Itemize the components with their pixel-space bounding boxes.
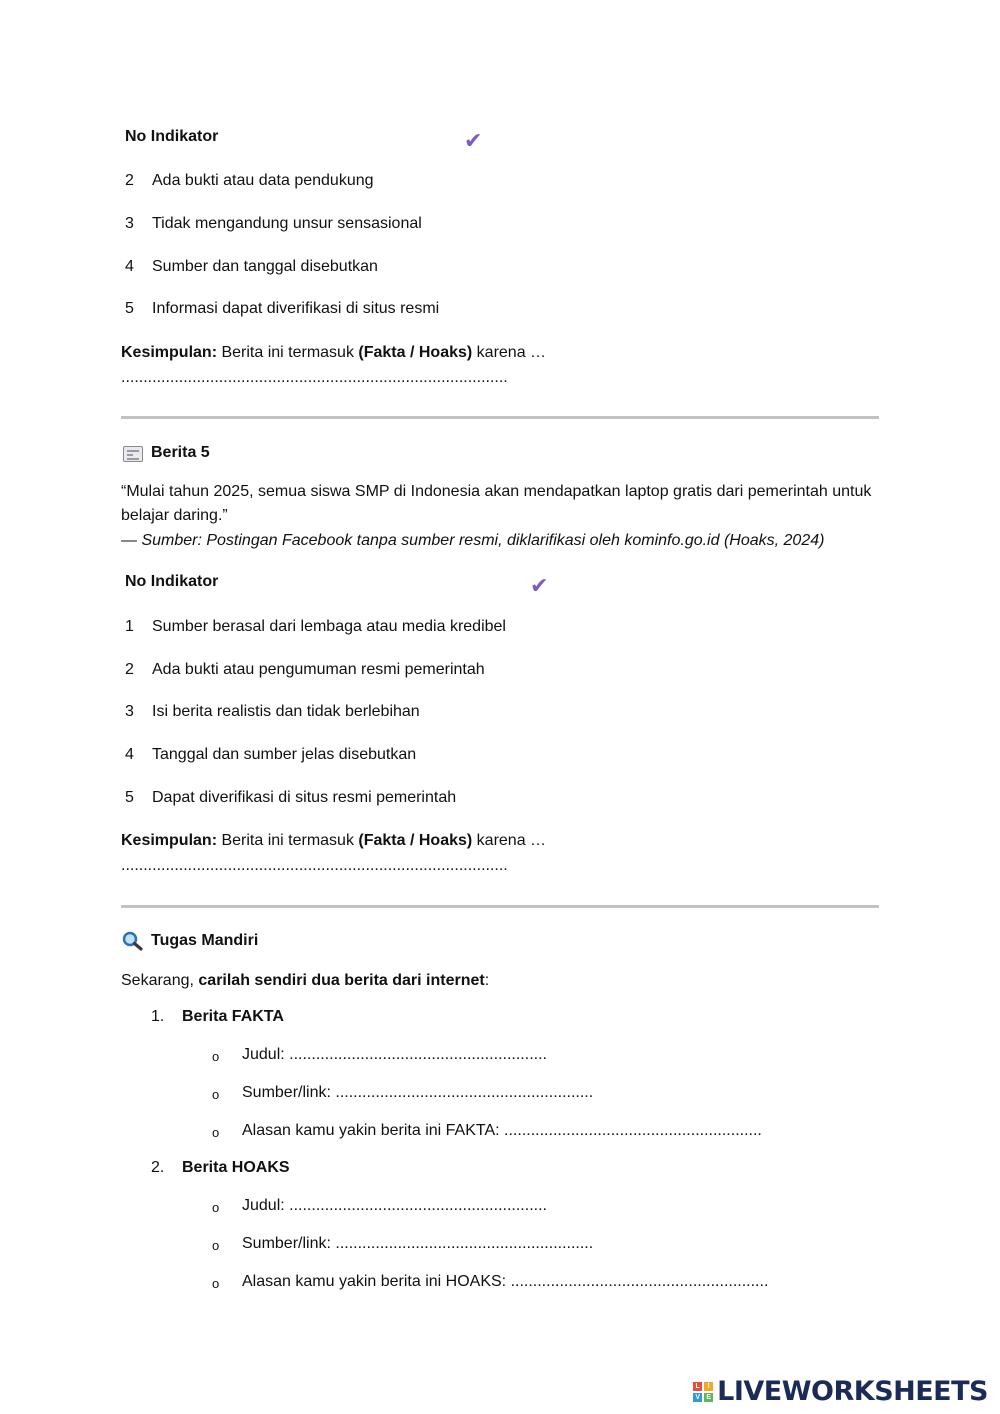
bullet: o (212, 1200, 220, 1215)
conclusion-text: Berita ini termasuk (217, 832, 359, 849)
indicator-text: Ada bukti atau pengumuman resmi pemerintah (152, 661, 485, 678)
task-intro-prefix: Sekarang, (121, 972, 199, 989)
checkmark-icon: ✔ (530, 573, 549, 598)
task-intro-bold: carilah sendiri dua berita dari internet (198, 972, 485, 989)
task-field-alasan[interactable]: Alasan kamu yakin berita ini FAKTA: .......................................................... (242, 1122, 762, 1139)
conclusion-choice: (Fakta / Hoaks) (358, 344, 473, 361)
conclusion-label: Kesimpulan: (121, 344, 218, 361)
logo-tile: L (693, 1382, 702, 1391)
indicator-text: Sumber dan tanggal disebutkan (152, 258, 378, 275)
task-intro-suffix: : (484, 972, 490, 989)
conclusion-label: Kesimpulan: (121, 832, 218, 849)
conclusion-text: Berita ini termasuk (217, 344, 359, 361)
conclusion-choice: (Fakta / Hoaks) (358, 832, 473, 849)
logo-tile: E (704, 1393, 713, 1402)
indicator-number: 2 (125, 661, 134, 678)
indicator-text: Dapat diverifikasi di situs resmi pemerintah (152, 789, 457, 806)
task-field-sumber[interactable]: Sumber/link: .......................................................... (242, 1084, 594, 1101)
table-header-no-indikator: No Indikator (125, 573, 219, 590)
indicator-number: 5 (125, 789, 134, 806)
logo-mark (693, 1382, 713, 1402)
bullet: o (212, 1087, 220, 1102)
newspaper-icon (123, 446, 143, 462)
bullet: o (212, 1049, 220, 1064)
task-number: 1. (151, 1008, 165, 1025)
indicator-number: 3 (125, 215, 134, 232)
indicator-text: Tidak mengandung unsur sensasional (152, 215, 422, 232)
conclusion-text-end: karena … (472, 832, 547, 849)
news-source: — Sumber: Postingan Facebook tanpa sumber resmi, diklarifikasi oleh kominfo.go.id (Hoaks, 2024) (121, 532, 825, 549)
bullet: o (212, 1125, 220, 1140)
task-field-sumber[interactable]: Sumber/link: .......................................................... (242, 1235, 594, 1252)
indicator-text: Isi berita realistis dan tidak berlebihan (152, 703, 420, 720)
task-field-judul[interactable]: Judul: .......................................................... (242, 1197, 547, 1214)
conclusion (121, 829, 881, 853)
indicator-text: Tanggal dan sumber jelas disebutkan (152, 746, 417, 763)
conclusion (121, 341, 881, 365)
task-field-alasan[interactable]: Alasan kamu yakin berita ini HOAKS: .......................................................... (242, 1273, 769, 1290)
news-quote: “Mulai tahun 2025, semua siswa SMP di Indonesia akan mendapatkan laptop gratis dari pemerintah untuk belajar daring.” (121, 483, 872, 524)
indicator-text: Ada bukti atau data pendukung (152, 172, 374, 189)
indicator-number: 2 (125, 172, 134, 189)
section-title-tugas-mandiri: Tugas Mandiri (151, 932, 259, 949)
task-title: Berita FAKTA (182, 1008, 284, 1025)
section-title-berita-5: Berita 5 (151, 444, 210, 461)
indicator-text: Informasi dapat diverifikasi di situs resmi (152, 300, 440, 317)
indicator-number: 4 (125, 746, 134, 763)
horizontal-divider (121, 416, 879, 419)
task-title: Berita HOAKS (182, 1159, 290, 1176)
table-header-no-indikator: No Indikator (125, 128, 219, 145)
horizontal-divider (121, 905, 879, 908)
indicator-number: 3 (125, 703, 134, 720)
task-intro (121, 969, 881, 993)
bullet: o (212, 1238, 220, 1253)
logo-text: LIVEWORKSHEETS (717, 1376, 988, 1407)
indicator-text: Sumber berasal dari lembaga atau media kredibel (152, 618, 506, 635)
logo-tile: V (693, 1393, 702, 1402)
indicator-number: 1 (125, 618, 134, 635)
answer-dotted-line[interactable]: ....................................................................................... (121, 857, 508, 874)
task-field-judul[interactable]: Judul: .......................................................... (242, 1046, 547, 1063)
checkmark-icon: ✔ (464, 128, 483, 153)
task-number: 2. (151, 1159, 165, 1176)
bullet: o (212, 1276, 220, 1291)
indicator-number: 5 (125, 300, 134, 317)
logo-tile: I (704, 1382, 713, 1391)
magnifier-icon (122, 931, 144, 951)
liveworksheets-logo (693, 1376, 988, 1407)
conclusion-text-end: karena … (472, 344, 547, 361)
indicator-number: 4 (125, 258, 134, 275)
answer-dotted-line[interactable]: ....................................................................................... (121, 369, 508, 386)
